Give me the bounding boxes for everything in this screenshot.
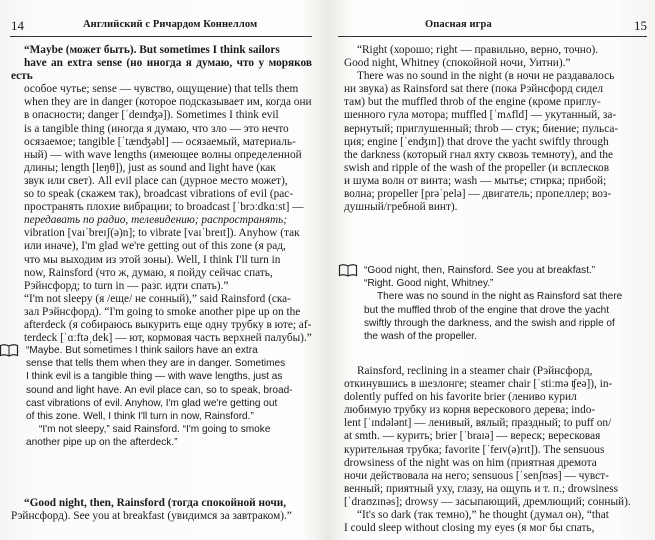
line: курительная трубка; favorite [ˈfeɪv(ə)rɪt]). The sensuous — [344, 443, 605, 456]
right-page — [330, 0, 655, 540]
line: и шума волн от винта; wash — мытье; стирка; прибой; — [344, 174, 607, 187]
line: when they are in danger (которое подсказывает им, когда они — [24, 96, 312, 109]
book-icon — [338, 263, 358, 277]
line: now, Rainsford (что ж, думаю, я пойду сейчас спать, — [24, 266, 273, 279]
line: “I'm not sleepy,” said Rainsford. “I'm going to smoke — [39, 424, 271, 436]
left-ru-paragraph-2 — [11, 293, 312, 345]
line: Rainsford, reclining in a steamer chair (Рэйнсфорд, — [357, 365, 593, 377]
line: the darkness (который гнал яхту сквозь темноту), and the — [344, 148, 614, 161]
book-icon — [0, 343, 19, 357]
line: Рэйнсфорд; to turn in — разг. идти спать).” — [24, 279, 229, 292]
line: зал Рэйнсфорд). “I'm going to smoke another pipe up on the — [24, 305, 301, 318]
line: vibration [vaɪˈbreɪʃ(ə)n]; to vibrate [vaɪˈbreɪt]). Anyhow (так — [24, 227, 300, 240]
line: dolently puffed on his favorite brier (лениво курил — [344, 391, 577, 404]
line: длины; length [leŋθ]), just as sound and light have (как — [24, 161, 276, 174]
line: another pipe up on the afterdeck.” — [26, 437, 178, 449]
line: of this zone. Well, I think I'll turn in now, Rainsford.” — [26, 411, 254, 423]
line: sound and light have. An evil place can, so to speak, broad- — [26, 384, 293, 396]
line: the wash of the propeller. — [364, 331, 477, 343]
left-ru-paragraph-1 — [11, 44, 312, 293]
line: “Right. Good night, Whitney.” — [364, 278, 494, 290]
line: swiftly through the darkness, and the swish and ripple of — [364, 317, 615, 329]
right-running-head: Опасная игра — [425, 19, 492, 30]
left-header — [0, 18, 325, 34]
line: звук или свет). All evil place can (дурное место может), — [24, 174, 288, 187]
line: There was no sound in the night (в ночи не раздавалось — [357, 70, 615, 83]
left-page — [0, 0, 325, 540]
line: Good night, Whitney (спокойной ночи, Уитни).” — [344, 57, 571, 70]
right-ru-block-2 — [344, 365, 646, 535]
left-header-rule — [10, 36, 312, 37]
line: “I'm not sleepy (я /еще/ не сонный),” said Rainsford (ска- — [24, 292, 291, 305]
line: венный; приятный уху, глазу, на ощупь и т. п.; drowsiness — [344, 482, 619, 495]
line: afterdeck (я собираюсь выкурить еще одну трубку в юте; af- — [24, 318, 312, 331]
line: terdeck [ˈɑːftəˌdek] — ют, кормовая часть верхней палубы).” — [24, 332, 312, 345]
right-page-number: 15 — [634, 18, 647, 33]
left-ru-block-1 — [11, 44, 312, 345]
line: “Right (хорошо; right — правильно, верно, точно). — [357, 44, 599, 56]
line: ночи действовала на него; sensuous [ˈsenʃʊəs] — чувст- — [344, 469, 609, 482]
right-header — [330, 18, 655, 34]
left-en-block — [26, 344, 316, 450]
line: откинувшись в шезлонге; steamer chair [ˈstiːmə ʧeə]), in- — [344, 378, 613, 391]
line: ни звука) as Rainsford sat there (пока Рэйнсфорд сидел — [344, 83, 604, 96]
line: осязаемое; tangible [ˈtænʤəbl] — осязаемый, материаль- — [24, 135, 296, 148]
right-header-rule — [338, 36, 647, 37]
right-ru-block-1 — [344, 44, 646, 214]
line: вернутый; приглушенный; throb — стук; биение; пульса- — [344, 122, 619, 135]
line: душный/гребной винт). — [344, 201, 458, 214]
line: “Good night, then, Rainsford. See you at breakfast.” — [364, 265, 596, 276]
left-ru-block-3 — [11, 497, 312, 523]
line: lent [ˈɪndələnt] — ленивый, вялый; праздный; to puff on/ — [344, 417, 612, 430]
line: или иначе), I'm glad we're getting out of this zone (я рад, — [24, 240, 286, 253]
line: пространять плохие вибрации; to broadcast [ˈbrɔːdkɑːst] — — [24, 201, 304, 214]
line: “It's so dark (так темно),” he thought (думал он), “that — [357, 509, 609, 522]
line: “Maybe. But sometimes I think sailors have an extra — [26, 345, 258, 356]
line: swish and ripple of the wash of the propeller (и всплесков — [344, 161, 610, 174]
line: ция; engine [ˈenʤɪn]) that drove the yacht swiftly through — [344, 135, 609, 148]
right-en-block — [364, 264, 650, 343]
line: is a tangible thing (иногда я думаю, что зло — это нечто — [24, 122, 289, 135]
line: особое чутье; sense — чувство, ощущение) that tells them — [24, 83, 299, 96]
line: Рэйнсфорд). See you at breakfast (увидимся за завтраком).” — [11, 510, 292, 523]
line: but the muffled throb of the engine that drove the yacht — [364, 304, 610, 316]
line: “Maybe (может быть). But sometimes I think sailors — [24, 44, 280, 56]
line: там) but the muffled throb of the engine (кроме приглу- — [344, 96, 601, 109]
line: передавать по радио, телевидению; распространять; — [24, 214, 288, 227]
line: [ˈdraʊzɪnəs]; drowsy — засыпающий, дремлющий; сонный). — [344, 495, 631, 508]
line: There was no sound in the night as Rainsford sat there — [377, 291, 623, 303]
line: ный) — with wave lengths (имеющее волны определенной — [24, 148, 302, 161]
line: I could sleep without closing my eyes (я мог бы спать, — [344, 522, 595, 535]
line: drowsiness of the night was on him (приятная дремота — [344, 456, 597, 469]
left-page-number: 14 — [11, 18, 24, 33]
line: волна; propeller [prəˈpelə] — двигатель; пропеллер; воз- — [344, 188, 612, 201]
line: cast vibrations of evil. Anyhow, I'm glad we're getting out — [26, 397, 278, 409]
line: что мы выходим из этой зоны). Well, I think I'll turn in — [24, 253, 281, 266]
line: at smth. — курить; brier [ˈbraɪə] — вереск; вересковая — [344, 430, 601, 443]
line: в опасности; danger [ˈdeɪnʤə]). Sometimes I think evil — [24, 109, 279, 122]
line: so to speak (скажем так), broadcast vibrations of evil (рас- — [24, 188, 294, 201]
line: любимую трубку из корня верескового дерева; indo- — [344, 404, 596, 417]
left-running-head: Английский с Ричардом Коннеллом — [83, 19, 258, 30]
line: I think evil is a tangible thing — with wave lengths, just as — [26, 371, 283, 383]
line: шенного гула мотора; muffled [ˈmʌfld] — укутанный, за- — [344, 109, 617, 122]
line: have an extra sense (но иногда я думаю, что у моряков есть — [11, 57, 312, 83]
line: “Good night, then, Rainsford (тогда спокойной ночи, — [24, 497, 287, 509]
line: sense that tells them when they are in danger. Sometimes — [26, 358, 286, 370]
